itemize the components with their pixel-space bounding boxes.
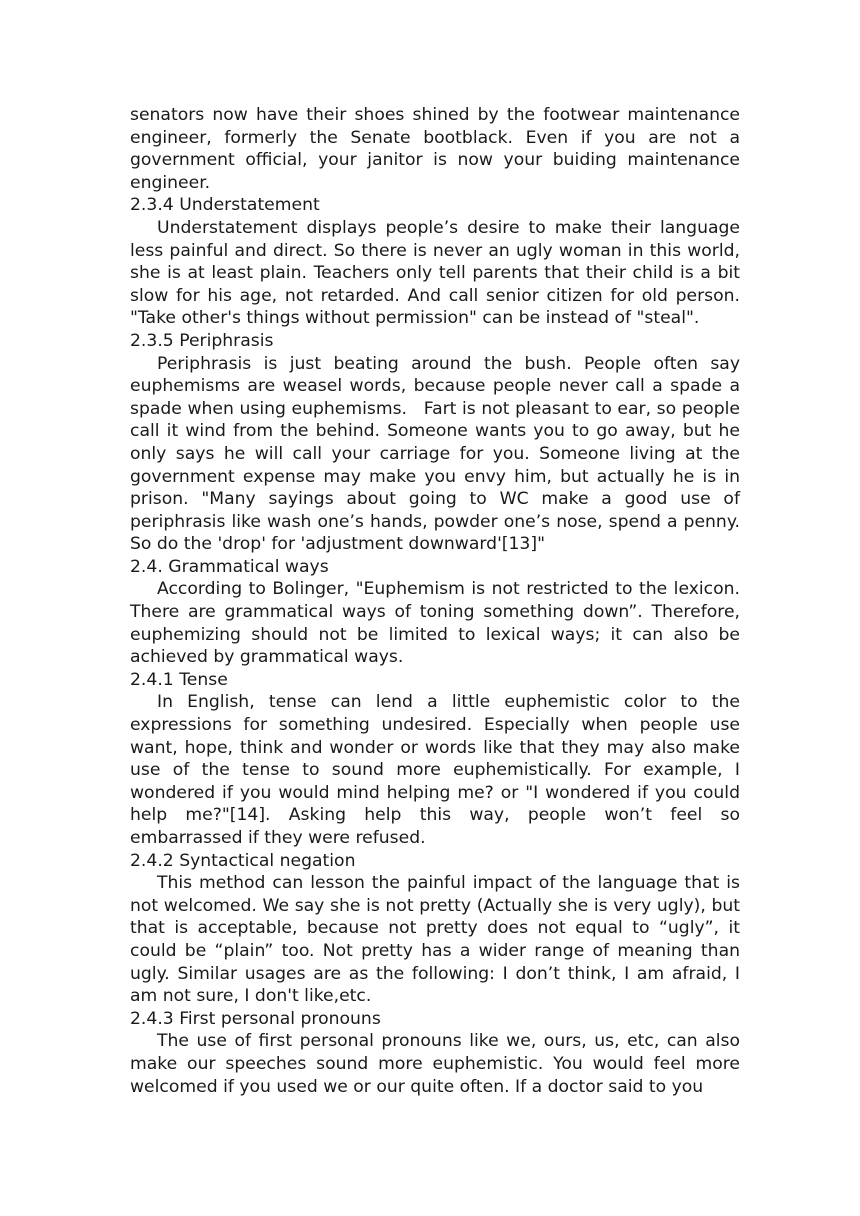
paragraph-syntactical-negation: This method can lesson the painful impact of the language that is not welcomed. We say she is not pretty (Actually she is very ugly), but that is acceptable, because not pretty does not equal to “ugly”, it could be “plain” too. Not pretty has a wider range of meaning than ugly. Similar usages are as the following: I don’t think, I am afraid, I am not sure, I don't like,etc. [130, 873, 746, 1007]
document-page [130, 104, 746, 1098]
paragraph-bootblack: senators now have their shoes shined by the footwear maintenance engineer, formerly the Senate bootblack. Even if you are not a government official, your janitor is now your buiding maintenance engineer. [130, 105, 746, 193]
heading-grammatical-ways: 2.4. Grammatical ways [130, 556, 329, 577]
heading-first-personal-pronouns: 2.4.3 First personal pronouns [130, 1008, 381, 1029]
heading-understatement: 2.3.4 Understatement [130, 195, 320, 216]
paragraph-tense: In English, tense can lend a little euphemistic color to the expressions for something undesired. Especially when people use want, hope, think and wonder or words like that they may also make use of the tense to sound more euphemistically. For example, I wondered if you would mind helping me? or "I wondered if you could help me?"[14]. Asking help this way, people won’t feel so embarrassed if they were refused. [130, 692, 746, 848]
paragraph-understatement: Understatement displays people’s desire to make their language less painful and direct. So there is never an ugly woman in this world, she is at least plain. Teachers only tell parents that their child is a bit slow for his age, not retarded. And call senior citizen for old person. "Take other's things without permission" can be instead of "steal". [130, 217, 746, 329]
paragraph-periphrasis: Periphrasis is just beating around the bush. People often say euphemisms are weasel words, because people never call a spade a spade when using euphemisms. Fart is not pleasant to ear, so people call it wind from the behind. Someone wants you to go away, but he only says he will call your carriage for you. Someone living at the government expense may make you envy him, but actually he is in prison. "Many sayings about going to WC make a good use of periphrasis like wash one’s hands, powder one’s nose, spend a penny. So do the 'drop' for 'adjustment downward'[13]" [130, 353, 746, 555]
heading-syntactical-negation: 2.4.2 Syntactical negation [130, 850, 356, 871]
heading-tense: 2.4.1 Tense [130, 669, 228, 690]
heading-periphrasis: 2.3.5 Periphrasis [130, 330, 274, 351]
paragraph-first-personal-pronouns: The use of first personal pronouns like we, ours, us, etc, can also make our speeches sound more euphemistic. You would feel more welcomed if you used we or our quite often. If a doctor said to you [130, 1031, 746, 1097]
paragraph-grammatical-ways: According to Bolinger, "Euphemism is not restricted to the lexicon. There are grammatical ways of toning something down”. Therefore, euphemizing should not be limited to lexical ways; it can also be achieved by grammatical ways. [130, 579, 746, 668]
